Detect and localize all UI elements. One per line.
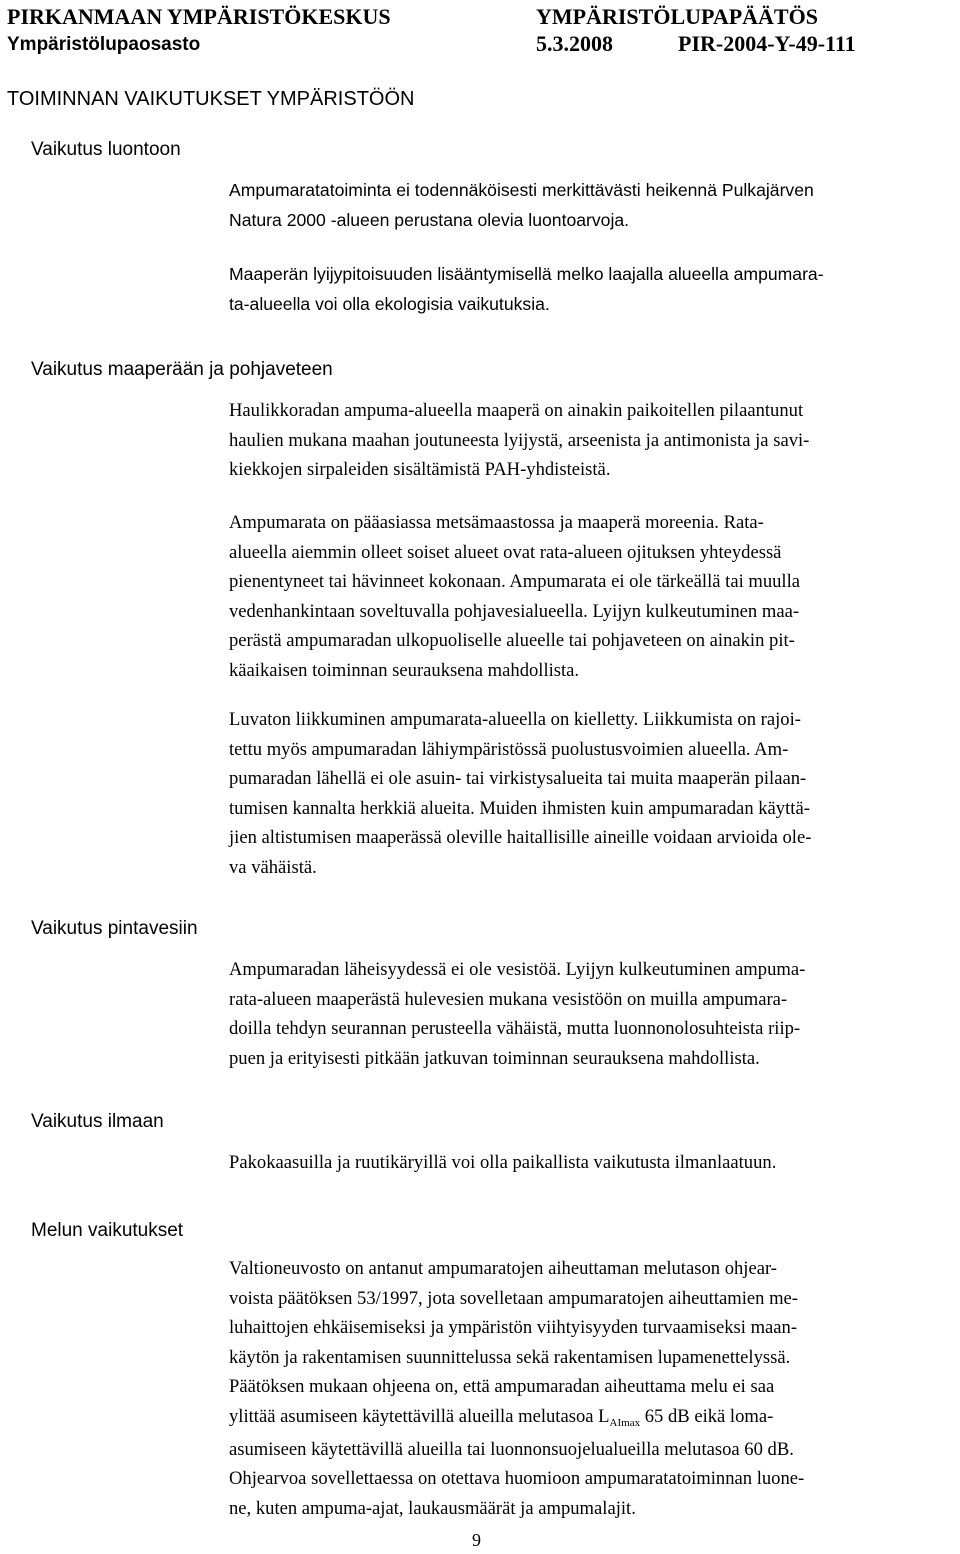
text-line: tumisen kannalta herkkiä alueita. Muiden ihmisten kuin ampumaradan käyttä- (229, 797, 810, 819)
text-line: kiekkojen sirpaleiden sisältämistä PAH-yhdisteistä. (229, 459, 611, 481)
text-line: haulien mukana maahan joutuneesta lyijystä, arseenista ja antimonista ja savi- (229, 429, 810, 451)
soil-paragraph-2 (229, 508, 949, 686)
text-line: käytön ja rakentamisen suunnittelussa sekä rakentamisen lupamenettelyssä. (229, 1346, 791, 1368)
header-reference: PIR-2004-Y-49-111 (678, 31, 856, 56)
text-line: rata-alueen maaperästä hulevesien mukana vesistöön on muilla ampumara- (229, 988, 788, 1010)
text-line: Ampumaratatoiminta ei todennäköisesti merkittävästi heikennä Pulkajärven (229, 180, 814, 200)
text-line: Natura 2000 -alueen perustana olevia luontoarvoja. (229, 209, 630, 230)
text-line: Luvaton liikkuminen ampumarata-alueella on kielletty. Liikkumista on rajoi- (229, 709, 801, 730)
nature-paragraph-2 (229, 260, 949, 319)
surface-water-paragraph (229, 955, 949, 1073)
text-line: Pakokaasuilla ja ruutikäryillä voi olla paikallista vaikutusta ilmanlaatuun. (229, 1152, 777, 1173)
section-heading-noise: Melun vaikutukset (31, 1220, 184, 1241)
text-line: Päätöksen mukaan ohjeena on, että ampumaradan aiheuttama melu ei saa (229, 1376, 775, 1398)
section-heading-air: Vaikutus ilmaan (31, 1111, 164, 1132)
noise-limit-value: 65 dB eikä loma- (640, 1405, 774, 1427)
noise-paragraph (229, 1254, 949, 1523)
text-line: puen ja erityisesti pitkään jatkuvan toiminnan seurauksena mahdollista. (229, 1047, 760, 1069)
text-line: Haulikkoradan ampuma-alueella maaperä on ainakin paikoitellen pilaantunut (229, 400, 804, 421)
section-heading-soil: Vaikutus maaperään ja pohjaveteen (31, 359, 333, 380)
page-number: 9 (472, 1530, 481, 1550)
text-line: Valtioneuvosto on antanut ampumaratojen aiheuttaman melutason ohjear- (229, 1258, 777, 1279)
text-line: käaikaisen toiminnan seurauksena mahdollista. (229, 659, 580, 681)
section-heading-nature: Vaikutus luontoon (31, 139, 181, 160)
text-line: alueella aiemmin olleet soiset alueet ovat rata-alueen ojituksen yhteydessä (229, 541, 782, 563)
text-line: vedenhankintaan soveltuvalla pohjavesialueella. Lyijyn kulkeutuminen maa- (229, 600, 800, 622)
text-line: Ampumaradan läheisyydessä ei ole vesistöä. Lyijyn kulkeutuminen ampuma- (229, 959, 806, 980)
section-heading-surface-water: Vaikutus pintavesiin (31, 918, 198, 939)
text-line: tettu myös ampumaradan lähiympäristössä puolustusvoimien alueella. Am- (229, 738, 789, 760)
header-document-type: YMPÄRISTÖLUPAPÄÄTÖS (536, 4, 818, 29)
noise-limit-subscript: AImax (609, 1416, 641, 1429)
soil-paragraph-1 (229, 396, 949, 485)
text-line: pumaradan lähellä ei ole asuin- tai virkistysalueita tai muita maaperän pilaan- (229, 768, 807, 790)
text-line: jien altistumisen maaperässä oleville haitallisille aineille voidaan arvioida ole- (229, 827, 812, 849)
text-line: Maaperän lyijypitoisuuden lisääntymisellä melko laajalla alueella ampumara- (229, 264, 824, 284)
text-line: doilla tehdyn seurannan perusteella vähäistä, mutta luonnonolosuhteista riip- (229, 1018, 801, 1040)
page-title: TOIMINNAN VAIKUTUKSET YMPÄRISTÖÖN (7, 88, 415, 110)
header-organization: PIRKANMAAN YMPÄRISTÖKESKUS (7, 4, 391, 29)
text-line: va vähäistä. (229, 856, 317, 878)
text-line: luhaittojen ehkäisemiseksi ja ympäristön viihtyisyyden turvaamiseksi maan- (229, 1317, 798, 1339)
text-line: ne, kuten ampuma-ajat, laukausmäärät ja ampumalajit. (229, 1497, 636, 1519)
text-line: pienentyneet tai hävinneet kokonaan. Ampumarata ei ole tärkeällä tai muulla (229, 571, 801, 593)
header-unit: Ympäristölupaosasto (7, 34, 201, 55)
text-line: Ohjearvoa sovellettaessa on otettava huomioon ampumaratatoiminnan luone- (229, 1468, 805, 1490)
soil-paragraph-3 (229, 705, 949, 883)
text-line: ta-alueella voi olla ekologisia vaikutuksia. (229, 293, 550, 314)
text-line: Ampumarata on pääasiassa metsämaastossa ja maaperä moreenia. Rata- (229, 512, 764, 533)
nature-paragraph-1 (229, 176, 949, 235)
text-line: voista päätöksen 53/1997, jota sovelletaan ampumaratojen aiheuttamien me- (229, 1287, 798, 1309)
header-date: 5.3.2008 (536, 31, 613, 56)
text-line: perästä ampumaradan ulkopuoliselle alueelle tai pohjaveteen on ainakin pit- (229, 630, 795, 652)
noise-limit-line (229, 1402, 949, 1435)
text-line: asumiseen käytettävillä alueilla tai luonnonsuojelualueilla melutasoa 60 dB. (229, 1438, 794, 1460)
noise-limit-text: ylittää asumiseen käytettävillä alueilla melutasoa L (229, 1405, 610, 1427)
air-paragraph (229, 1148, 949, 1178)
